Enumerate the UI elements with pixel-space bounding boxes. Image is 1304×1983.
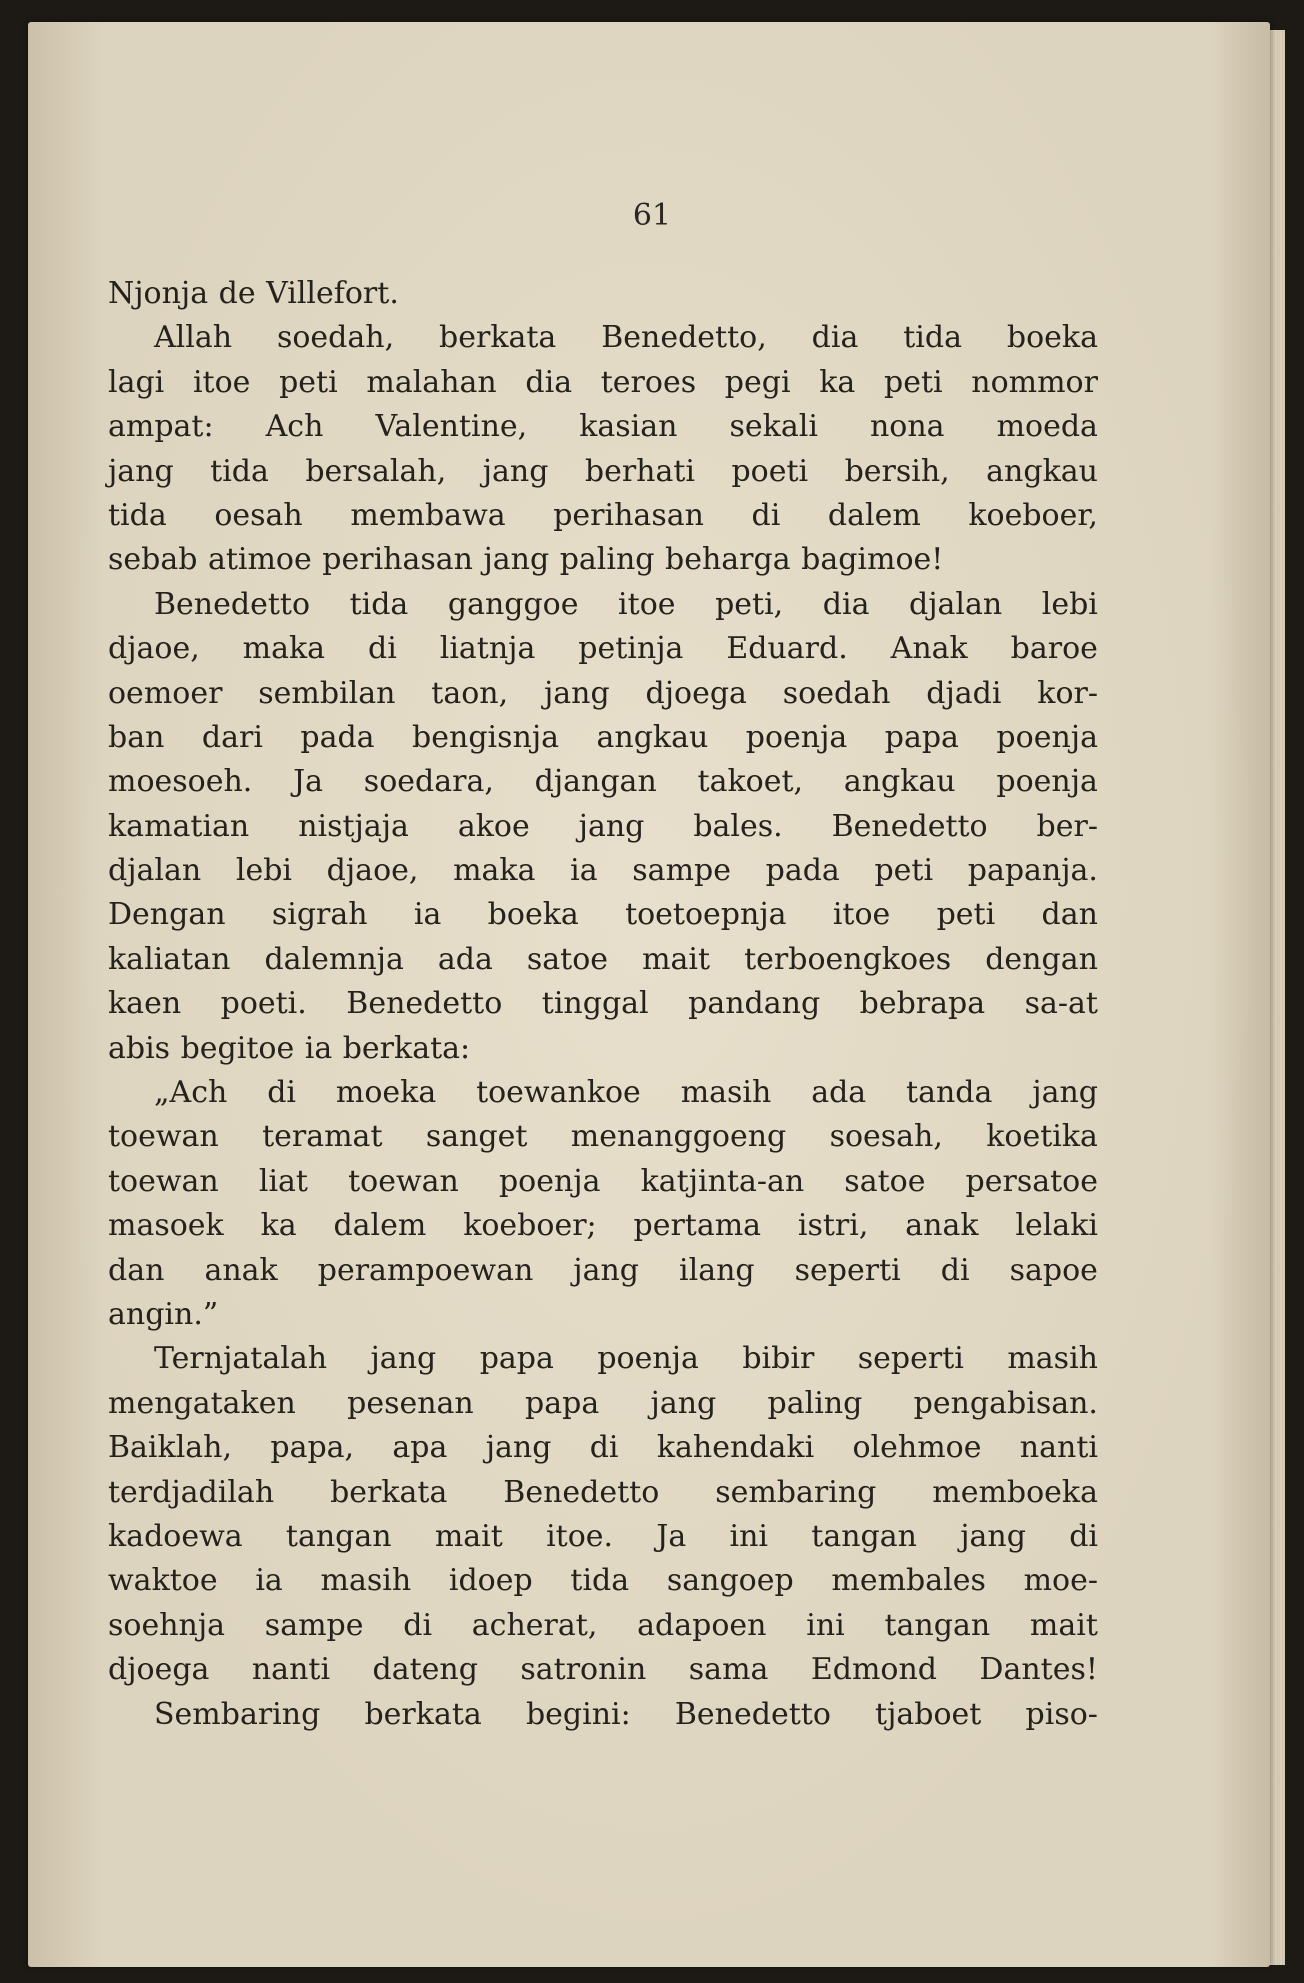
word: ber-: [1036, 808, 1098, 844]
word: pengabisan.: [913, 1385, 1098, 1421]
word: angkau: [986, 453, 1098, 489]
word: perampoewan: [317, 1252, 534, 1288]
word: kahendaki: [656, 1430, 815, 1466]
word: seperti: [794, 1252, 901, 1288]
word: begitoe: [180, 1030, 295, 1066]
word: pesenan: [347, 1385, 474, 1421]
word: berkata: [330, 1474, 448, 1510]
word: toewan: [108, 1163, 219, 1199]
word: anak: [905, 1208, 979, 1244]
word: membales: [831, 1563, 986, 1599]
text-line: [108, 1559, 1098, 1603]
word: tida: [570, 1563, 630, 1599]
word: mait: [1029, 1607, 1098, 1643]
word: bibir: [742, 1341, 815, 1377]
text-line: [108, 450, 1098, 494]
word: jang: [485, 1430, 552, 1466]
text-line: [108, 538, 1098, 582]
text-line: [108, 1426, 1098, 1470]
word: masoek: [108, 1208, 224, 1244]
word: lebi: [235, 853, 293, 889]
word: jang: [370, 1341, 437, 1377]
word: membawa: [350, 497, 506, 533]
word: poenja: [996, 719, 1098, 755]
word: soesah,: [829, 1119, 943, 1155]
word: ampat:: [108, 409, 214, 445]
word: di: [368, 631, 397, 667]
word: soehnja: [108, 1607, 226, 1643]
word: poenja: [498, 1163, 601, 1199]
word: boeka: [1006, 320, 1098, 356]
word: ini: [729, 1518, 769, 1554]
word: toetoepnja: [625, 897, 787, 933]
word: dateng: [372, 1652, 478, 1688]
word: koeboer;: [463, 1208, 597, 1244]
word: Ja: [293, 764, 324, 800]
word: moeda: [996, 409, 1098, 445]
word: berkata:: [342, 1030, 471, 1066]
word: jang: [573, 1252, 640, 1288]
word: Anak: [890, 631, 968, 667]
text-line: [108, 1515, 1098, 1559]
word: Baiklah,: [108, 1430, 233, 1466]
word: dalem: [827, 497, 921, 533]
word: moesoeh.: [108, 764, 253, 800]
word: Benedetto: [674, 1696, 831, 1732]
page-number: 61: [632, 198, 672, 233]
word: djaoe,: [326, 853, 419, 889]
word: angkau: [843, 764, 956, 800]
word: adapoen: [637, 1607, 767, 1643]
word: peti: [936, 897, 996, 933]
word: tangan: [285, 1518, 392, 1554]
word: taon,: [431, 675, 509, 711]
word: sembilan: [258, 675, 396, 711]
word: satronin: [520, 1652, 647, 1688]
text-line: [108, 672, 1098, 716]
text-line: [108, 316, 1098, 360]
text-line: [108, 583, 1098, 627]
word: tida: [210, 453, 269, 489]
word: nanti: [1019, 1430, 1098, 1466]
word: poenja: [996, 764, 1098, 800]
word: peti: [279, 364, 338, 400]
word: beharga: [665, 542, 791, 578]
word: itoe: [618, 586, 676, 622]
word: papa: [525, 1385, 600, 1421]
word: oesah: [214, 497, 303, 533]
word: jang: [108, 453, 174, 489]
word: tinggal: [541, 986, 649, 1022]
word: ia: [304, 1030, 333, 1066]
word: maka: [242, 631, 326, 667]
text-line: [108, 1693, 1098, 1737]
word: kasian: [579, 409, 678, 445]
word: papa: [884, 719, 959, 755]
word: jang: [578, 808, 645, 844]
word: sanget: [425, 1119, 528, 1155]
word: pegi: [724, 364, 791, 400]
word: ini: [806, 1607, 845, 1643]
word: Ja: [656, 1518, 687, 1554]
word: tangan: [811, 1518, 917, 1554]
word: di: [403, 1607, 433, 1643]
word: sama: [688, 1652, 769, 1688]
word: poeti.: [220, 986, 307, 1022]
word: tjaboet: [875, 1696, 982, 1732]
word: takoet,: [697, 764, 804, 800]
word: dan: [1041, 897, 1098, 933]
word: sampe: [632, 853, 731, 889]
word: toewankoe: [476, 1075, 641, 1111]
text-line: [108, 716, 1098, 760]
word: kadoewa: [108, 1518, 243, 1554]
word: paling: [767, 1385, 863, 1421]
word: papanja.: [967, 853, 1098, 889]
word: paling: [559, 542, 655, 578]
word: dalemnja: [264, 941, 404, 977]
word: sa-at: [1024, 986, 1098, 1022]
word: sembaring: [715, 1474, 877, 1510]
word: sekali: [729, 409, 818, 445]
word: Ach: [265, 409, 324, 445]
word: ka: [260, 1208, 297, 1244]
word: papa,: [270, 1430, 355, 1466]
word: poeti: [731, 453, 809, 489]
word: koeboer,: [968, 497, 1098, 533]
text-line: [108, 361, 1098, 405]
word: di: [1069, 1518, 1098, 1554]
word: Dengan: [108, 897, 226, 933]
word: akoe: [457, 808, 530, 844]
word: dari: [201, 719, 263, 755]
text-line: [108, 1027, 1098, 1071]
word: pandang: [688, 986, 821, 1022]
word: atimoe: [207, 542, 312, 578]
word: nistjaja: [298, 808, 409, 844]
word: moeka: [335, 1075, 437, 1111]
word: jang: [483, 542, 550, 578]
word: toewan: [348, 1163, 459, 1199]
word: memboeka: [932, 1474, 1098, 1510]
word: sangoep: [666, 1563, 794, 1599]
word: pertama: [633, 1208, 762, 1244]
word: de: [218, 276, 256, 311]
word: nanti: [251, 1652, 331, 1688]
word: dalem: [333, 1208, 427, 1244]
word: piso-: [1025, 1696, 1098, 1732]
text-line: [108, 1604, 1098, 1648]
word: djalan: [108, 853, 202, 889]
word: Eduard.: [726, 631, 848, 667]
word: ganggoe: [447, 586, 579, 622]
text-line: [108, 938, 1098, 982]
word: bersalah,: [305, 453, 447, 489]
word: bersih,: [844, 453, 950, 489]
word: soedah,: [276, 320, 395, 356]
word: malahan: [366, 364, 497, 400]
word: lagi: [108, 364, 165, 400]
text-line: [108, 627, 1098, 671]
word: seperti: [857, 1341, 964, 1377]
word: djadi: [926, 675, 1002, 711]
word: djoega: [108, 1652, 210, 1688]
text-line: [108, 272, 1098, 316]
word: itoe: [832, 897, 891, 933]
text-line: [108, 1115, 1098, 1159]
word: soedah: [782, 675, 891, 711]
word: masih: [320, 1563, 412, 1599]
word: berkata: [439, 320, 557, 356]
word: bebrapa: [859, 986, 986, 1022]
word: jang: [1032, 1075, 1098, 1111]
word: di: [589, 1430, 619, 1466]
word: sapoe: [1009, 1252, 1098, 1288]
word: di: [267, 1075, 297, 1111]
text-line: [108, 760, 1098, 804]
word: koetika: [986, 1119, 1098, 1155]
text-line: [108, 1160, 1098, 1204]
word: jang: [960, 1518, 1026, 1554]
word: satoe: [526, 941, 609, 977]
text-line: [108, 1648, 1098, 1692]
word: pada: [765, 853, 840, 889]
word: tida: [903, 320, 962, 356]
text-line: [108, 982, 1098, 1026]
word: ka: [819, 364, 856, 400]
word: nona: [869, 409, 945, 445]
text-line: [108, 1382, 1098, 1426]
word: „Ach: [154, 1075, 228, 1111]
word: nommor: [971, 364, 1098, 400]
word: Villefort.: [266, 276, 399, 311]
word: anak: [204, 1252, 278, 1288]
word: Allah: [154, 320, 233, 356]
word: istri,: [797, 1208, 869, 1244]
text-line: [108, 1204, 1098, 1248]
word: satoe: [844, 1163, 926, 1199]
word: sebab: [108, 542, 198, 578]
word: jang: [482, 453, 549, 489]
word: dia: [822, 586, 870, 622]
word: poenja: [745, 719, 848, 755]
word: ia: [255, 1563, 283, 1599]
word: dengan: [985, 941, 1098, 977]
word: Benedetto: [831, 808, 988, 844]
word: sampe: [264, 1607, 364, 1643]
word: boeka: [487, 897, 579, 933]
word: liatnja: [439, 631, 536, 667]
word: mengataken: [108, 1385, 296, 1421]
word: tida: [349, 586, 409, 622]
word: kaen: [108, 986, 182, 1022]
word: ia: [570, 853, 598, 889]
word: dia: [525, 364, 573, 400]
word: moe-: [1023, 1563, 1098, 1599]
word: poenja: [597, 1341, 699, 1377]
word: Valentine,: [375, 409, 528, 445]
text-line: [108, 1071, 1098, 1115]
word: tida: [108, 497, 167, 533]
word: oemoer: [108, 675, 223, 711]
word: teroes: [600, 364, 697, 400]
text-line: [108, 893, 1098, 937]
word: ada: [811, 1075, 867, 1111]
word: bales.: [693, 808, 783, 844]
word: kor-: [1037, 675, 1098, 711]
word: bagimoe!: [801, 542, 944, 578]
word: begini:: [525, 1696, 631, 1732]
word: mait: [434, 1518, 503, 1554]
word: peti: [874, 853, 934, 889]
word: soedara,: [363, 764, 494, 800]
word: peti,: [715, 586, 784, 622]
word: abis: [108, 1030, 171, 1066]
word: baroe: [1010, 631, 1098, 667]
word: itoe: [192, 364, 251, 400]
text-line: [108, 405, 1098, 449]
word: Sembaring: [154, 1696, 321, 1732]
word: sigrah: [271, 897, 368, 933]
word: djangan: [534, 764, 657, 800]
word: ada: [437, 941, 493, 977]
word: apa: [392, 1430, 448, 1466]
word: di: [940, 1252, 970, 1288]
word: olehmoe: [852, 1430, 982, 1466]
word: petinja: [578, 631, 684, 667]
word: katjinta-an: [640, 1163, 805, 1199]
word: masih: [1007, 1341, 1098, 1377]
word: liat: [258, 1163, 308, 1199]
text-line: [108, 1293, 1098, 1337]
word: kamatian: [108, 808, 250, 844]
word: papa: [479, 1341, 554, 1377]
word: djaoe,: [108, 631, 200, 667]
word: idoep: [448, 1563, 533, 1599]
word: angkau: [596, 719, 709, 755]
word: Benedetto: [503, 1474, 660, 1510]
word: berkata: [364, 1696, 482, 1732]
word: ban: [108, 719, 165, 755]
word: djalan: [909, 586, 1003, 622]
text-line: [108, 494, 1098, 538]
word: acherat,: [471, 1607, 598, 1643]
text-line: [108, 1337, 1098, 1381]
word: masih: [680, 1075, 772, 1111]
word: Edmond: [810, 1652, 937, 1688]
word: tangan: [884, 1607, 991, 1643]
word: maka: [453, 853, 536, 889]
word: tanda: [906, 1075, 993, 1111]
word: ilang: [679, 1252, 755, 1288]
text-line: [108, 805, 1098, 849]
word: Njonja: [108, 276, 209, 311]
word: jang: [650, 1385, 717, 1421]
word: peti: [883, 364, 943, 400]
word: Ternjatalah: [154, 1341, 328, 1377]
word: teramat: [262, 1119, 383, 1155]
word: toewan: [108, 1119, 219, 1155]
word: lebi: [1041, 586, 1098, 622]
word: itoe.: [546, 1518, 614, 1554]
word: djoega: [645, 675, 747, 711]
word: kaliatan: [108, 941, 231, 977]
word: angin.”: [108, 1296, 219, 1332]
word: ia: [413, 897, 442, 933]
word: Benedetto,: [601, 320, 767, 356]
word: pada: [300, 719, 375, 755]
word: bengisnja: [412, 719, 560, 755]
body-text: [108, 272, 1098, 1737]
word: waktoe: [108, 1563, 218, 1599]
word: terdjadilah: [108, 1474, 275, 1510]
text-line: [108, 849, 1098, 893]
word: Benedetto: [154, 586, 311, 622]
text-line: [108, 1249, 1098, 1293]
text-line: [108, 1471, 1098, 1515]
word: Benedetto: [346, 986, 503, 1022]
word: jang: [543, 675, 610, 711]
word: lelaki: [1015, 1208, 1098, 1244]
word: terboengkoes: [744, 941, 952, 977]
word: dan: [108, 1252, 165, 1288]
word: menanggoeng: [570, 1119, 787, 1155]
word: berhati: [584, 453, 696, 489]
word: dia: [811, 320, 859, 356]
word: perihasan: [553, 497, 704, 533]
word: persatoe: [965, 1163, 1098, 1199]
word: perihasan: [322, 542, 473, 578]
word: di: [751, 497, 781, 533]
word: mait: [642, 941, 711, 977]
word: Dantes!: [979, 1652, 1098, 1688]
